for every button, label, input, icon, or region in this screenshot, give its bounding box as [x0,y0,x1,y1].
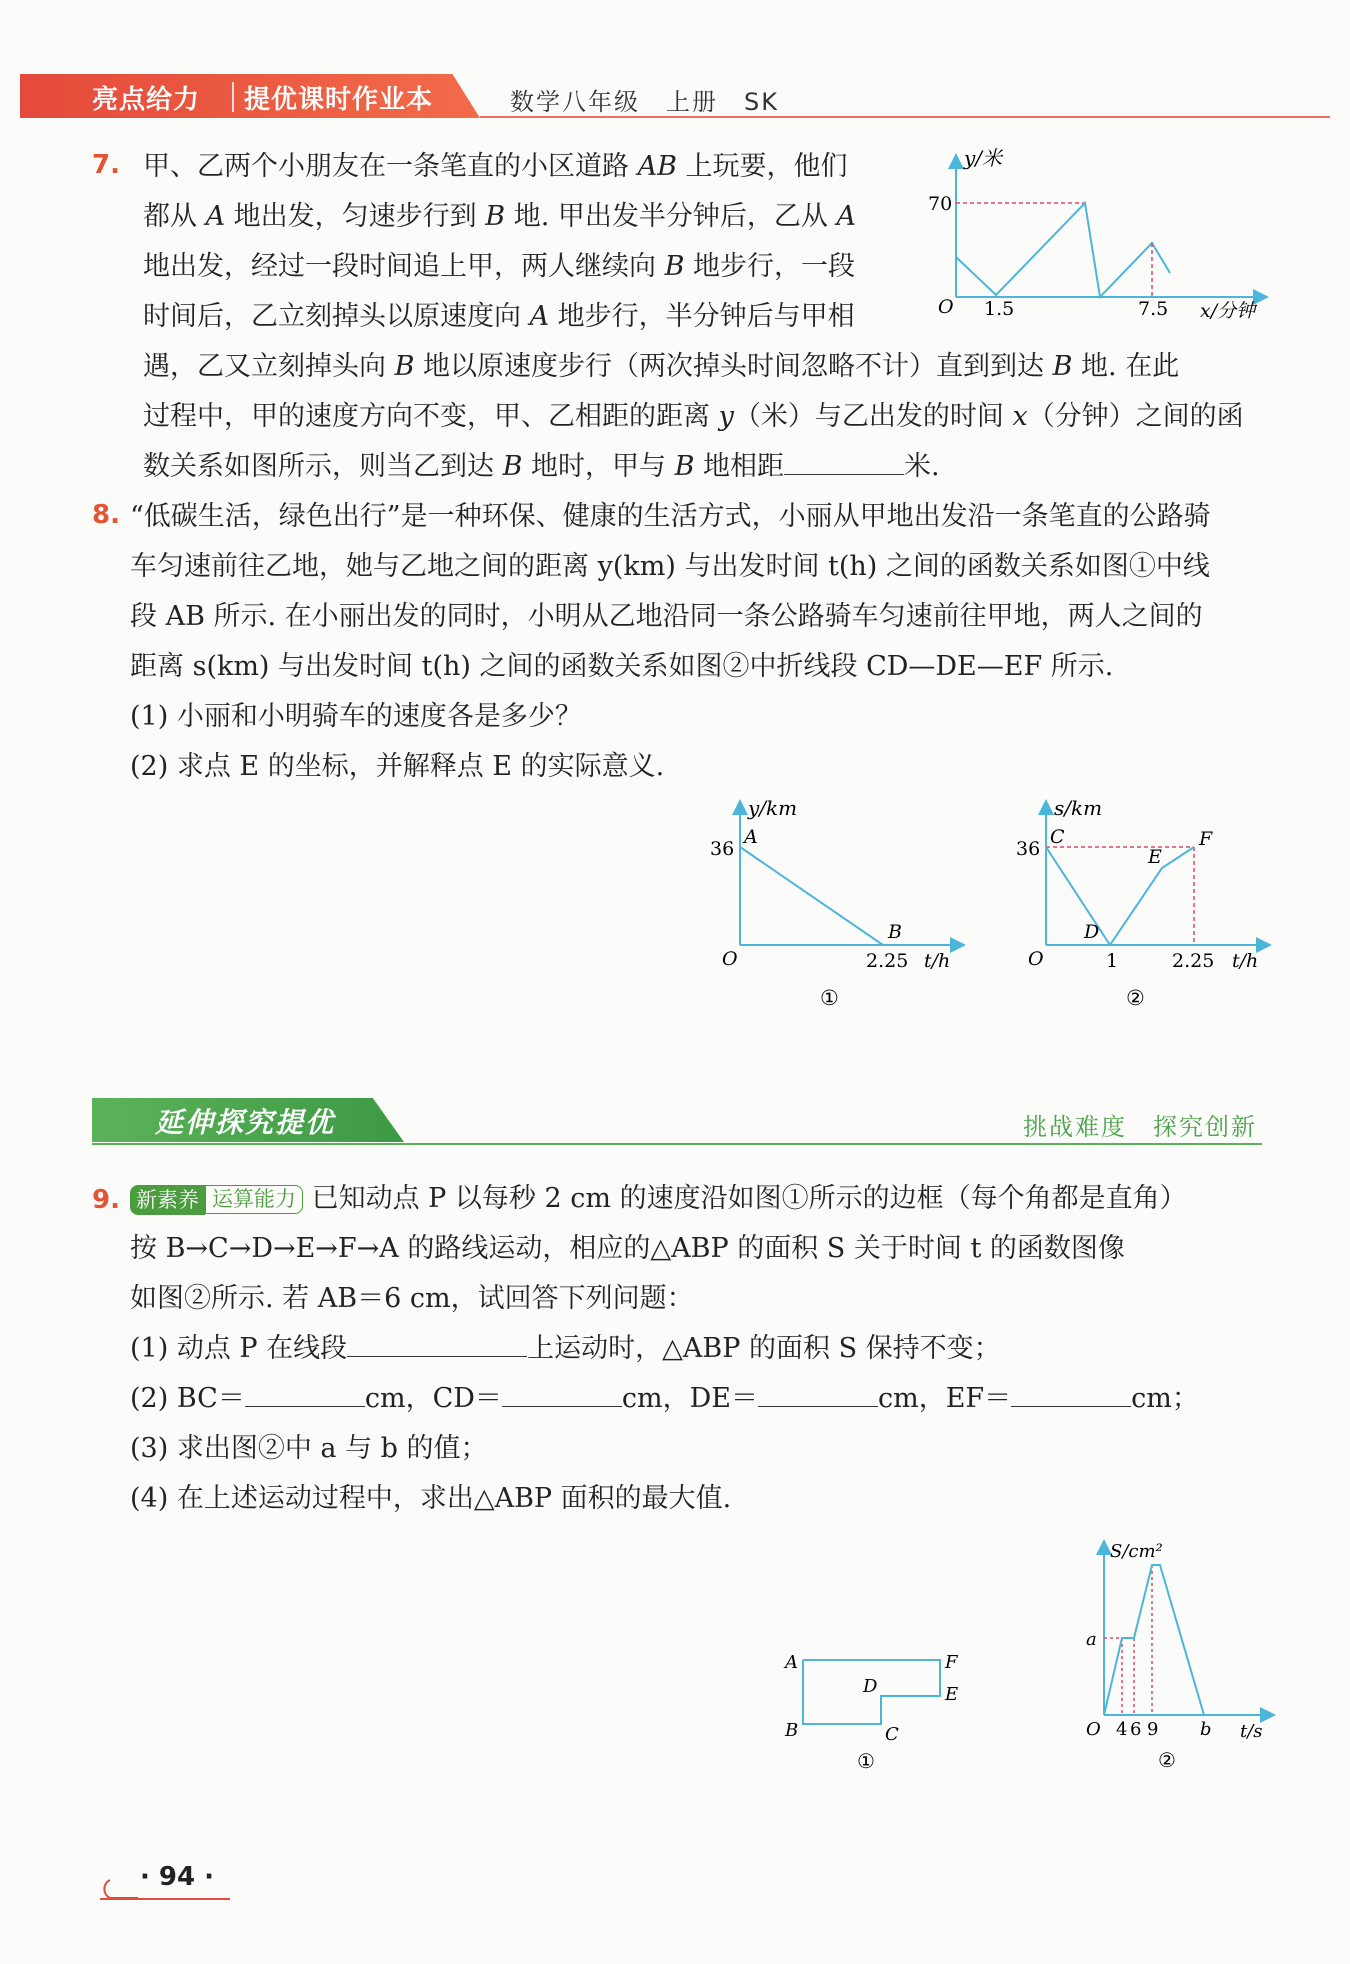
q7-text-segment: （米）与乙出发的时间 [733,401,1013,432]
q9-de-label: cm，DE＝ [621,1383,758,1414]
q7-text-segment: 地步行，半分钟后与甲相 [549,301,855,332]
y-axis-label: S/cm² [1110,1541,1163,1562]
q7-text-segment: 遇，乙又立刻掉头向 [143,351,395,382]
book-title: 提优课时作业本 [244,85,434,115]
header-rule [480,116,1330,118]
q7-text-segment: B [394,351,415,382]
q7-text-segment: 地出发，匀速步行到 [225,201,486,232]
y-tick-36: 36 [1016,838,1041,860]
q7-text-segment: B [485,201,506,232]
q7-text-segment: 地以原速度步行（两次掉头时间忽略不计）直到到达 [414,351,1053,382]
section-rule [92,1143,1262,1145]
answer-blank[interactable] [502,1376,622,1407]
q7-line-6 [143,392,1244,442]
segment-AB [740,847,883,945]
q7-text-segment: x [1012,401,1028,432]
q9-line-2: 按 B→C→D→E→F→A 的路线运动，相应的△ABP 的面积 S 关于时间 t 的函数图像 [130,1233,1125,1264]
question-8-text [130,492,1211,792]
y-axis-label: s/km [1054,796,1103,820]
x-tick-6: 6 [1130,1719,1142,1740]
y-tick-70: 70 [928,193,953,215]
origin-label: O [938,296,954,318]
answer-blank[interactable] [245,1376,365,1407]
x-axis-label: t/s [1240,1721,1263,1742]
origin-label: O [1086,1719,1101,1740]
new-literacy-badge: 新素养 [130,1185,205,1215]
distance-curve [956,203,1170,297]
point-D-label: D [1084,921,1100,943]
x-axis-label: x/分钟 [1200,300,1256,322]
point-B-label: B [888,921,902,943]
q9-line-1-text: 已知动点 P 以每秒 2 cm 的速度沿如图①所示的边框（每个角都是直角） [311,1183,1187,1214]
a-label: a [1086,1629,1097,1650]
q7-text-segment: 地出发，经过一段时间追上甲，两人继续向 [143,251,665,282]
figure-caption: ① [857,1749,875,1773]
q9-sub-1-b: 上运动时，△ABP 的面积 S 保持不变； [527,1333,1001,1364]
q7-text-segment: A [205,201,226,232]
q7-text-segment: 地. 在此 [1072,351,1180,382]
q9-sub-1 [130,1324,1199,1374]
answer-blank[interactable] [758,1376,878,1407]
b-label: b [1200,1719,1212,1740]
x-tick-2.25: 2.25 [866,950,909,972]
q9-sub-3: (3) 求出图②中 a 与 b 的值； [130,1433,488,1464]
point-F-label: F [945,1652,958,1673]
q7-text-segment: （分钟）之间的函 [1027,401,1244,432]
area-curve [1104,1565,1204,1715]
x-tick-4: 4 [1116,1719,1128,1740]
q9-sub-1-a: (1) 动点 P 在线段 [130,1333,348,1364]
point-E-label: E [1148,846,1162,868]
question-7-tail: 米. [904,451,940,482]
figure-caption: ② [1126,986,1145,1010]
question-7-last-line [143,442,1244,492]
x-axis-label: t/h [1232,950,1259,972]
x-tick-1: 1 [1106,950,1119,972]
q8-line-3: 段 AB 所示. 在小丽出发的同时，小明从乙地沿同一条公路骑车匀速前往甲地，两人之间的 [130,601,1203,632]
section-title: 延伸探究提优 [155,1106,336,1139]
q8-graph-2 [1006,795,1276,1020]
point-E-label: E [945,1684,959,1705]
q7-text-segment: B [664,251,685,282]
q8-graph-1 [700,795,970,1020]
point-A-label: A [744,826,758,848]
section-subtitle: 挑战难度 探究创新 [1023,1113,1257,1141]
q7-text-segment: 地时，甲与 [522,451,675,482]
page-rule [100,1898,230,1900]
q7-text-segment: B [502,451,523,482]
q8-line-1: “低碳生活，绿色出行”是一种环保、健康的生活方式，小丽从甲地出发沿一条笔直的公路骑 [130,501,1211,532]
q7-text-segment: B [1052,351,1073,382]
header-divider [232,82,234,112]
point-C-label: C [885,1724,899,1745]
q7-graph [920,145,1270,330]
y-axis-label: y/km [748,796,798,820]
x-tick-2.25: 2.25 [1172,950,1215,972]
question-9-text [130,1174,1199,1524]
question-9-number: 9. [92,1185,120,1215]
q7-text-segment: y [718,401,734,432]
q7-line-5 [143,342,1244,392]
q7-text-segment: 地相距 [694,451,785,482]
q9-cd-label: cm，CD＝ [364,1383,502,1414]
answer-blank[interactable] [784,444,904,475]
point-F-label: F [1199,828,1213,850]
q7-text-segment: 时间后，乙立刻掉头以原速度向 [143,301,530,332]
q7-text-segment: 甲、乙两个小朋友在一条笔直的小区道路 [143,151,638,182]
q7-text-segment: 数关系如图所示，则当乙到达 [143,451,503,482]
q8-line-2: 车匀速前往乙地，她与乙地之间的距离 y(km) 与出发时间 t(h) 之间的函数关系如图①中线 [130,551,1210,582]
q7-text-segment: A [529,301,550,332]
origin-label: O [722,948,738,970]
polyline-CDEF [1046,847,1194,945]
figure-caption: ① [820,986,839,1010]
q7-text-segment: 地. 甲出发半分钟后，乙从 [505,201,837,232]
q7-text-segment: AB [637,151,677,182]
y-tick-36: 36 [710,838,735,860]
y-axis-label: y/米 [964,146,1003,170]
point-B-label: B [785,1720,799,1741]
point-C-label: C [1050,826,1065,848]
q9-figure-1 [775,1640,985,1780]
x-tick-7.5: 7.5 [1138,298,1169,320]
series-title: 亮点给力 [92,85,201,115]
q7-text-segment: 都从 [143,201,206,232]
q8-line-4: 距离 s(km) 与出发时间 t(h) 之间的函数关系如图②中折线段 CD—DE—EF 所示. [130,651,1114,682]
page-number: · 94 · [140,1862,215,1892]
question-7-number: 7. [92,150,120,180]
q8-sub-2: (2) 求点 E 的坐标，并解释点 E 的实际意义. [130,751,665,782]
q7-text-segment: A [836,201,856,232]
question-8-number: 8. [92,500,120,530]
origin-label: O [1028,948,1044,970]
q7-text-segment: 上玩要，他们 [676,151,848,182]
q9-line-1 [130,1174,1199,1224]
x-tick-9: 9 [1147,1719,1159,1740]
q9-sub-4: (4) 在上述运动过程中，求出△ABP 面积的最大值. [130,1483,732,1514]
q9-sub-2 [130,1374,1199,1424]
answer-blank[interactable] [1011,1376,1131,1407]
point-D-label: D [863,1676,878,1697]
q7-text-segment: 地步行，一段 [684,251,856,282]
q8-sub-1: (1) 小丽和小明骑车的速度各是多少？ [130,701,582,732]
figure-caption: ② [1158,1748,1176,1772]
subject-label: 数学八年级 上册 SK [510,88,779,116]
x-tick-1.5: 1.5 [984,298,1015,320]
q9-ef-label: cm，EF＝ [877,1383,1012,1414]
q9-unit-tail: cm； [1131,1383,1199,1414]
q9-line-3: 如图②所示. 若 AB＝6 cm，试回答下列问题： [130,1283,694,1314]
point-A-label: A [785,1652,798,1673]
answer-blank[interactable] [347,1326,527,1357]
q9-bc-label: (2) BC＝ [130,1383,245,1414]
q7-text-segment: 过程中，甲的速度方向不变，甲、乙相距的距离 [143,401,719,432]
q7-text-segment: B [674,451,695,482]
q9-figure-2 [1070,1535,1280,1780]
skill-badge: 运算能力 [205,1185,303,1214]
x-axis-label: t/h [924,950,951,972]
